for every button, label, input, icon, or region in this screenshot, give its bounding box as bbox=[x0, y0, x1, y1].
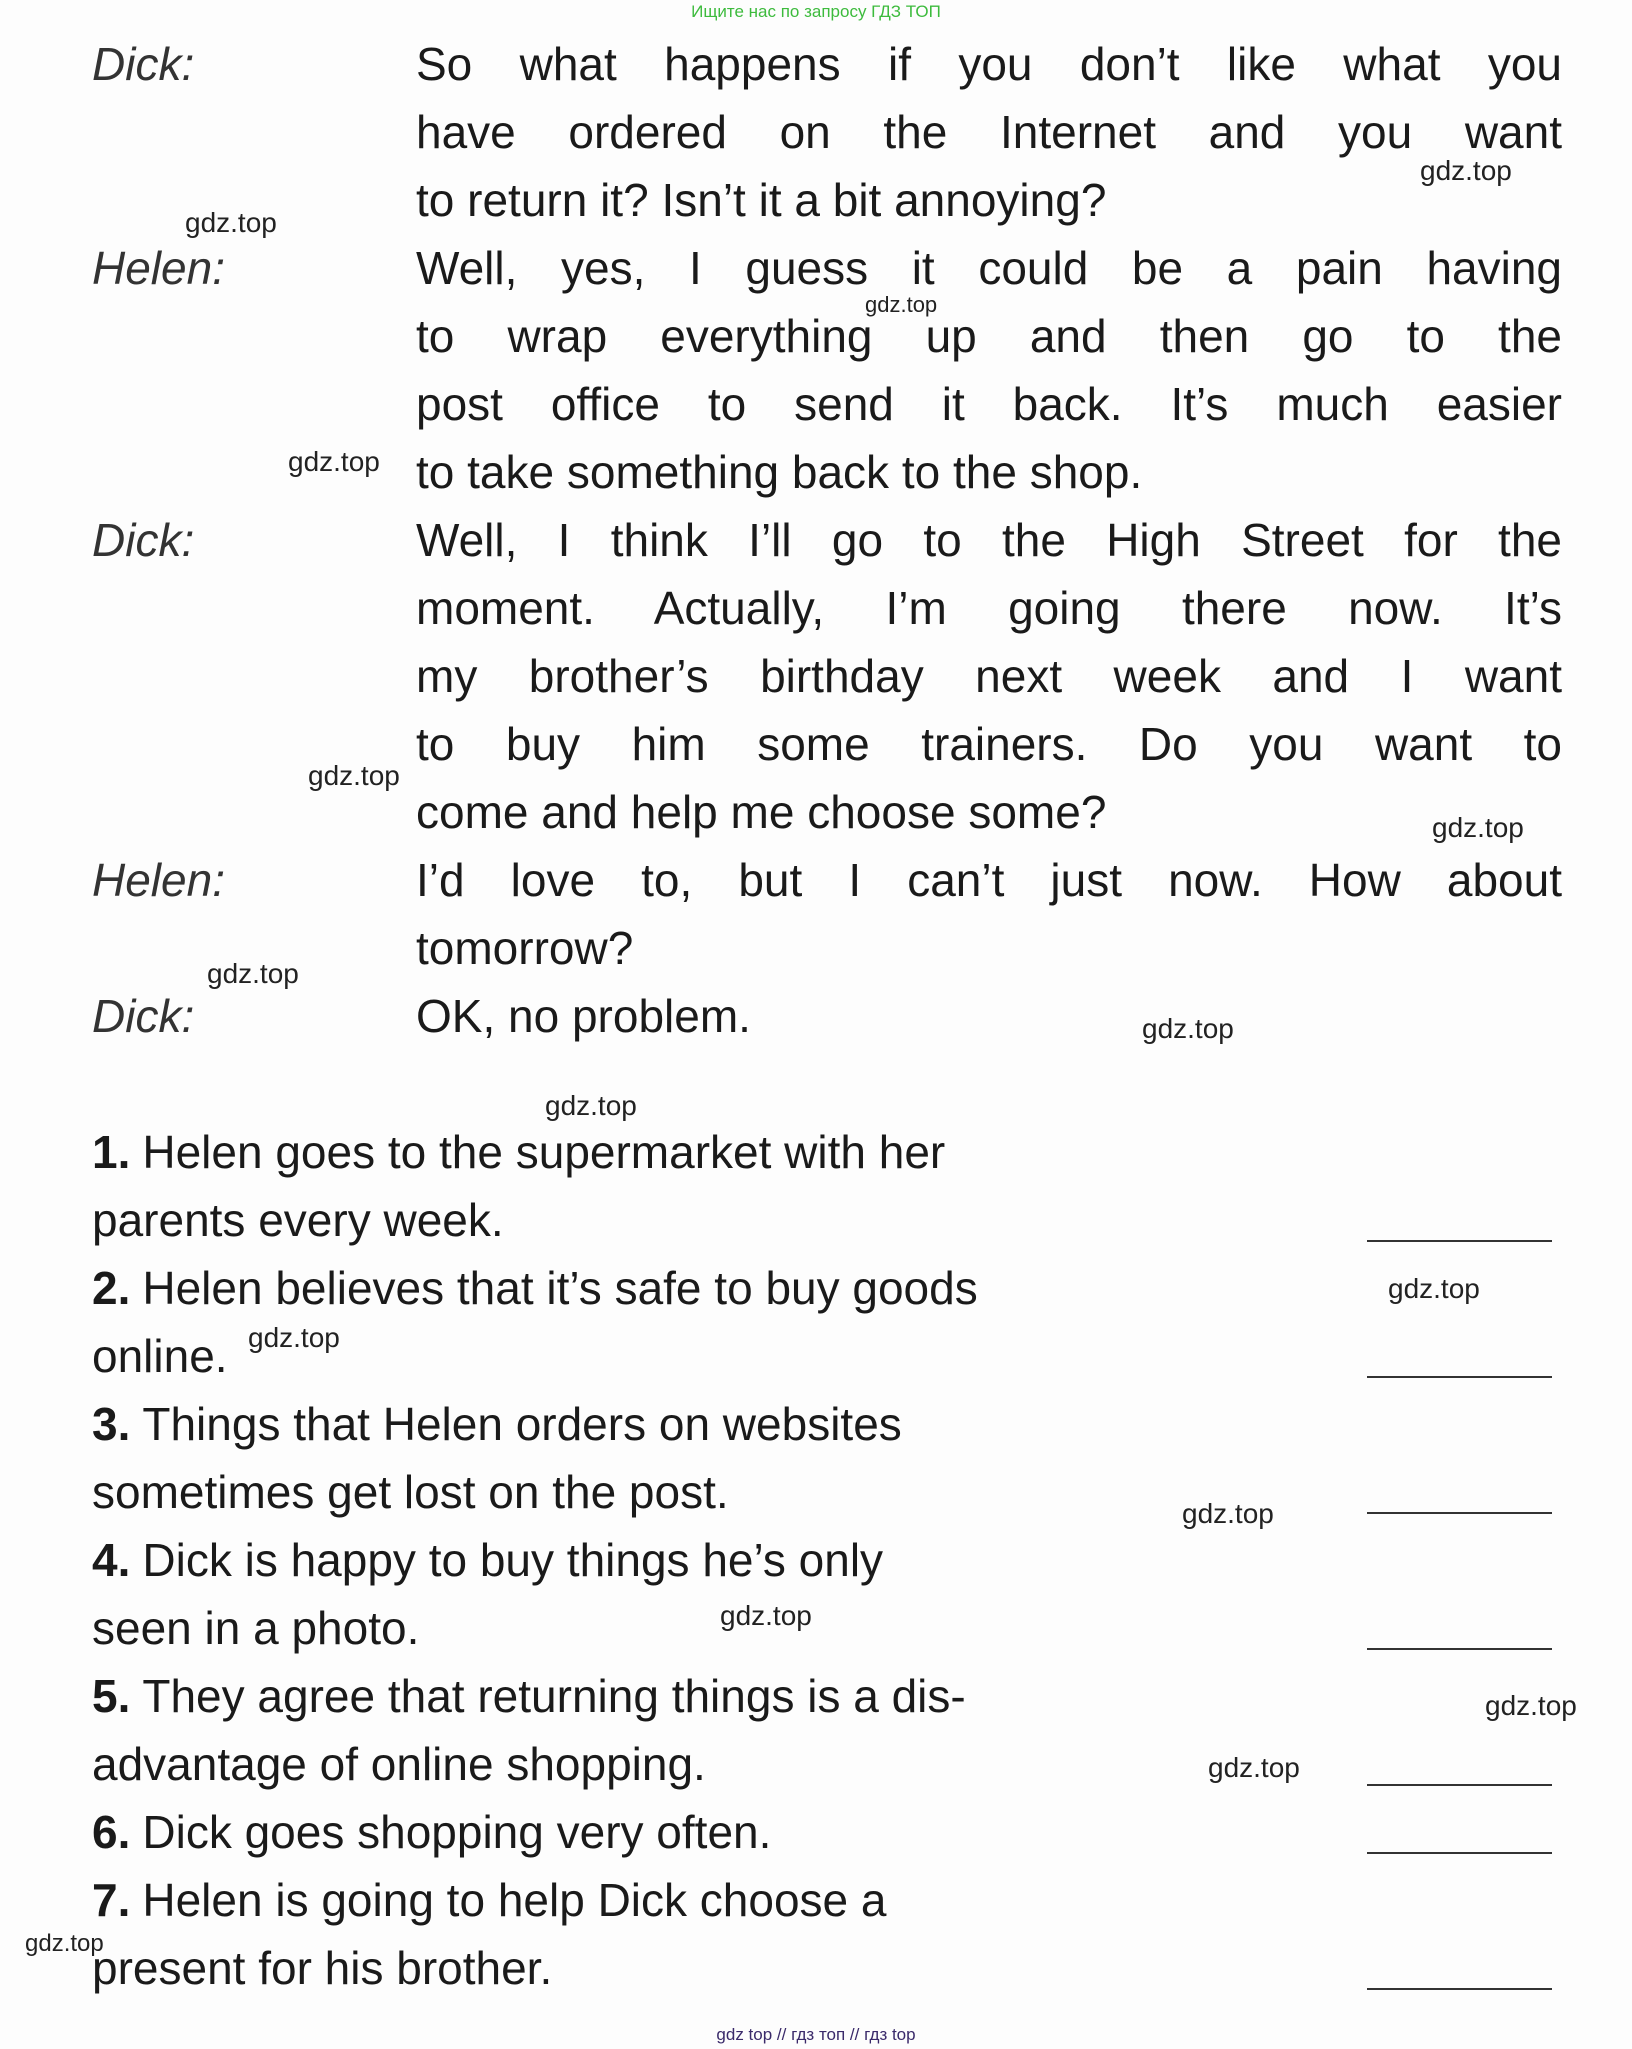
speaker-label: Helen: bbox=[92, 854, 225, 906]
watermark: gdz.top bbox=[865, 292, 938, 317]
statement-text: parents every week. bbox=[92, 1194, 504, 1246]
statement-text: sometimes get lost on the post. bbox=[92, 1466, 729, 1518]
answer-blank[interactable] bbox=[1367, 1240, 1552, 1242]
statement-text: Helen goes to the supermarket with her bbox=[142, 1126, 946, 1178]
statement-item bbox=[92, 1798, 1562, 1866]
dialogue-line bbox=[92, 846, 1562, 914]
dialogue-line bbox=[92, 574, 1562, 642]
speech-text: Well, I think I’ll go to the High Street for the bbox=[416, 514, 1562, 566]
statement-text: seen in a photo. bbox=[92, 1602, 420, 1654]
statement-number: 4. bbox=[92, 1534, 131, 1586]
watermark: gdz.top bbox=[1420, 155, 1512, 186]
statement-text: Helen believes that it’s safe to buy goods bbox=[142, 1262, 978, 1314]
watermark: gdz.top bbox=[248, 1322, 340, 1353]
watermark: gdz.top bbox=[545, 1090, 637, 1121]
answer-blank[interactable] bbox=[1367, 1784, 1552, 1786]
watermark: gdz.top bbox=[1208, 1752, 1300, 1783]
dialogue-line bbox=[92, 642, 1562, 710]
answer-blank[interactable] bbox=[1367, 1376, 1552, 1378]
answer-blank[interactable] bbox=[1367, 1988, 1552, 1990]
dialogue-line bbox=[92, 370, 1562, 438]
statement-item bbox=[92, 1866, 1562, 2002]
speech-text: I’d love to, but I can’t just now. How about bbox=[416, 854, 1562, 906]
speaker-label: Dick: bbox=[92, 514, 195, 566]
speech-text: So what happens if you don’t like what you bbox=[416, 38, 1562, 90]
statement-number: 7. bbox=[92, 1874, 131, 1926]
dialogue-line bbox=[92, 234, 1562, 302]
watermark: gdz.top bbox=[288, 446, 380, 477]
statement-item bbox=[92, 1526, 1562, 1662]
answer-blank[interactable] bbox=[1367, 1852, 1552, 1854]
statement-text: advantage of online shopping. bbox=[92, 1738, 706, 1790]
answer-blank[interactable] bbox=[1367, 1648, 1552, 1650]
dialogue-line bbox=[92, 30, 1562, 98]
speech-text: Well, yes, I guess it could be a pain having bbox=[416, 242, 1562, 294]
watermark: gdz.top bbox=[1388, 1273, 1480, 1304]
speaker-label: Dick: bbox=[92, 990, 195, 1042]
speech-text: moment. Actually, I’m going there now. It’s bbox=[416, 582, 1562, 634]
speech-text: post office to send it back. It’s much easier bbox=[416, 378, 1562, 430]
watermark: gdz.top bbox=[1432, 812, 1524, 843]
statement-text: Things that Helen orders on websites bbox=[142, 1398, 902, 1450]
watermark: gdz.top bbox=[25, 1930, 104, 1957]
dialogue-line bbox=[92, 914, 1562, 982]
statement-item bbox=[92, 1118, 1562, 1254]
statement-text: Dick is happy to buy things he’s only bbox=[142, 1534, 884, 1586]
speaker-label: Helen: bbox=[92, 242, 225, 294]
watermark: gdz.top bbox=[308, 760, 400, 791]
speech-text: to take something back to the shop. bbox=[416, 446, 1143, 498]
speech-text: to wrap everything up and then go to the bbox=[416, 310, 1562, 362]
page-header: Ищите нас по запросу ГДЗ ТОП bbox=[691, 2, 941, 21]
statement-item bbox=[92, 1662, 1562, 1798]
statement-text: online. bbox=[92, 1330, 228, 1382]
statement-number: 1. bbox=[92, 1126, 131, 1178]
statement-text: They agree that returning things is a dis- bbox=[142, 1670, 966, 1722]
speech-text: to return it? Isn’t it a bit annoying? bbox=[416, 174, 1107, 226]
statement-number: 5. bbox=[92, 1670, 131, 1722]
dialogue bbox=[92, 30, 1562, 1050]
speech-text: my brother’s birthday next week and I want bbox=[416, 650, 1562, 702]
watermark: gdz.top bbox=[1142, 1013, 1234, 1044]
answer-blank[interactable] bbox=[1367, 1512, 1552, 1514]
watermark: gdz.top bbox=[1182, 1498, 1274, 1529]
statement-number: 2. bbox=[92, 1262, 131, 1314]
watermark: gdz.top bbox=[207, 958, 299, 989]
dialogue-line bbox=[92, 506, 1562, 574]
speech-text: have ordered on the Internet and you want bbox=[416, 106, 1562, 158]
statement-number: 6. bbox=[92, 1806, 131, 1858]
true-false-statements bbox=[92, 1118, 1562, 2002]
statement-item bbox=[92, 1390, 1562, 1526]
dialogue-line bbox=[92, 982, 1562, 1050]
speech-text: come and help me choose some? bbox=[416, 786, 1107, 838]
page-footer: gdz top // гдз топ // гдз top bbox=[716, 2025, 916, 2044]
statement-text: present for his brother. bbox=[92, 1942, 553, 1994]
dialogue-line bbox=[92, 302, 1562, 370]
dialogue-line bbox=[92, 166, 1562, 234]
speech-text: to buy him some trainers. Do you want to bbox=[416, 718, 1562, 770]
watermark: gdz.top bbox=[185, 207, 277, 238]
watermark: gdz.top bbox=[720, 1600, 812, 1631]
statement-text: Dick goes shopping very often. bbox=[142, 1806, 772, 1858]
statement-text: Helen is going to help Dick choose a bbox=[142, 1874, 887, 1926]
watermark: gdz.top bbox=[1485, 1690, 1577, 1721]
speech-text: tomorrow? bbox=[416, 922, 634, 974]
speaker-label: Dick: bbox=[92, 38, 195, 90]
statement-number: 3. bbox=[92, 1398, 131, 1450]
speech-text: OK, no problem. bbox=[416, 990, 751, 1042]
dialogue-line bbox=[92, 98, 1562, 166]
